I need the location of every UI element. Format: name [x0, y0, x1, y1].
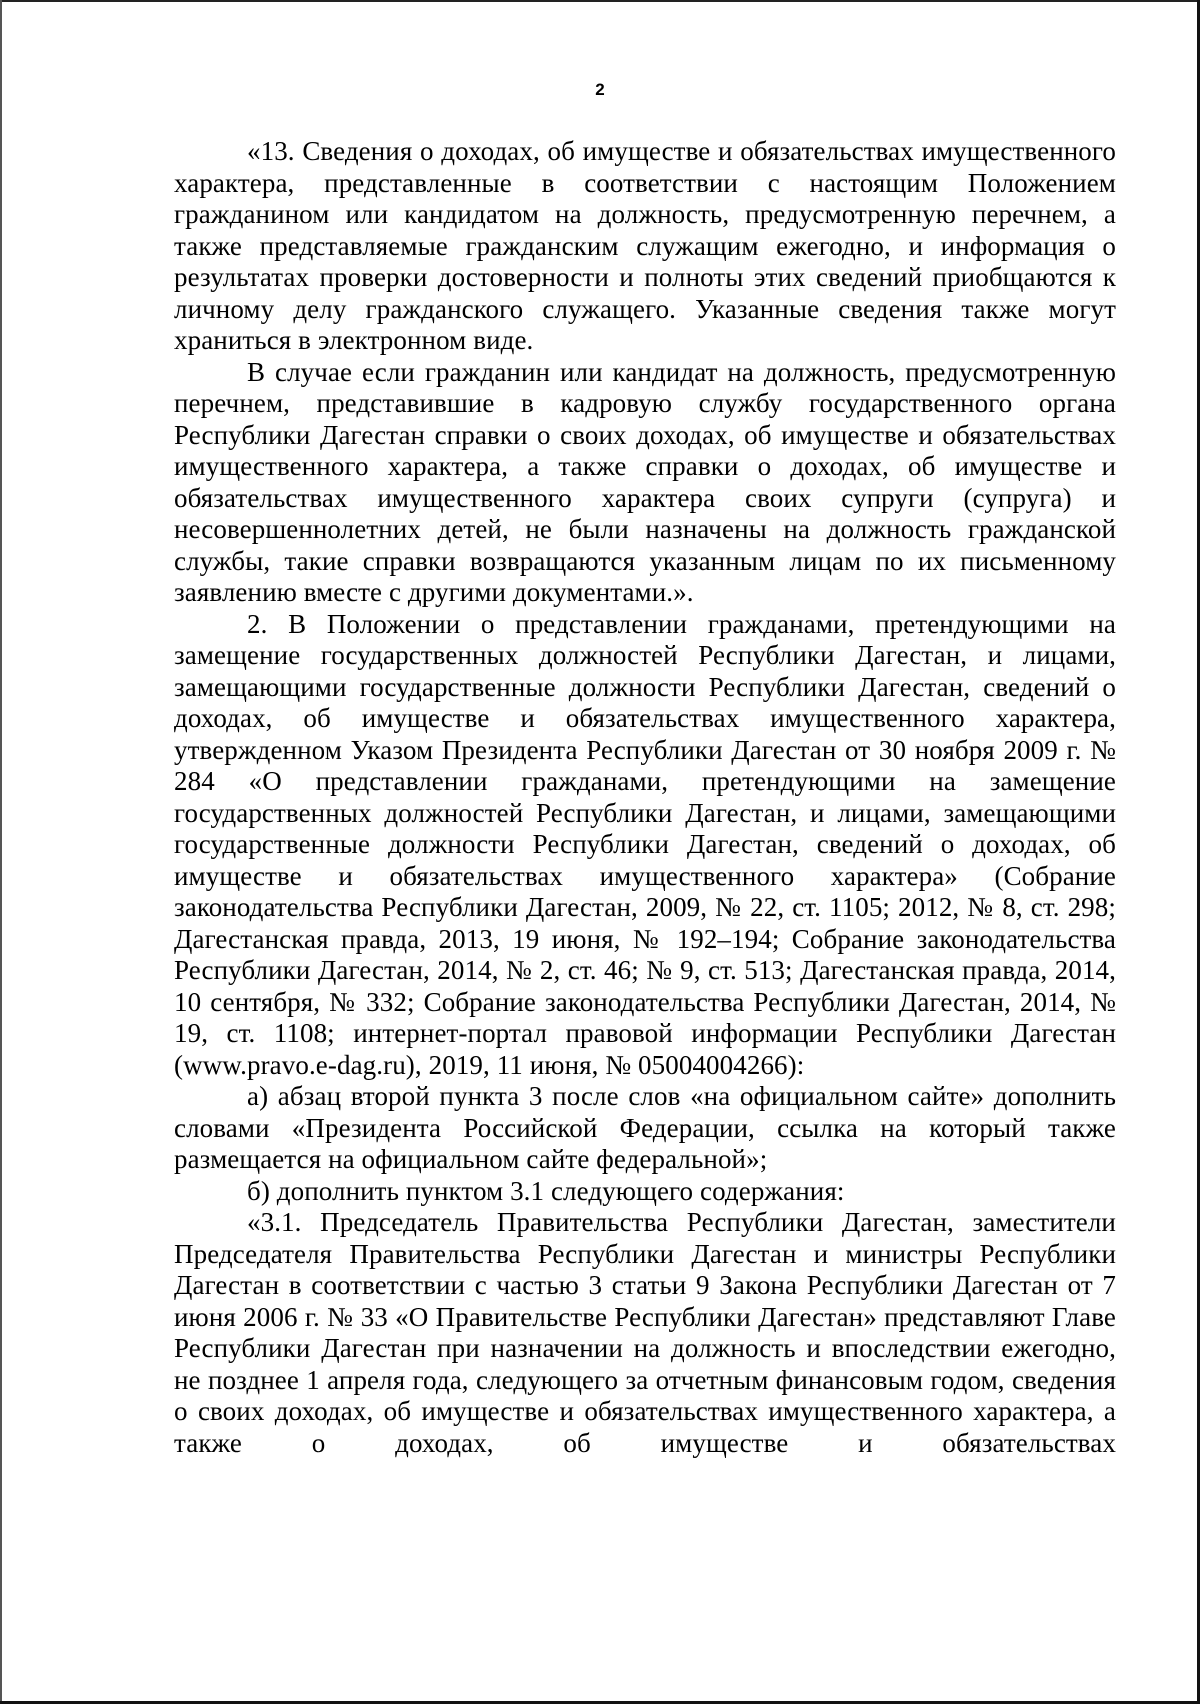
scan-border-top: [0, 0, 1200, 2]
paragraph-return-of-certificates: В случае если гражданин или кандидат на должность, предусмотренную перечнем, представившие в кадровую службу государственного органа Республики Дагестан справки о своих доходах, об имуществе и обязательствах имущественного характера, а также справки о доходах, об имуществе и обязательствах имущественного характера своих супруги (супруга) и несовершеннолетних детей, не были назначены на должность гражданской службы, такие справки возвращаются указанным лицам по их письменному заявлению вместе с другими документами.».: [174, 356, 1116, 607]
paragraph-3-1-text: «3.1. Председатель Правительства Республики Дагестан, заместители Председателя Правительства Республики Дагестан и министры Республики Дагестан в соответствии с частью 3 статьи 9 Закона Республики Дагестан от 7 июня 2006 г. № 33 «О Правительстве Республики Дагестан» представляют Главе Республики Дагестан при назначении на должность и впоследствии ежегодно, не позднее 1 апреля года, следующего за отчетным финансовым годом, сведения о своих доходах, об имуществе и обязательствах имущественного характера, а также о доходах, об имуществе и обязательствах: [174, 1207, 1116, 1458]
page-number: 2: [595, 80, 605, 99]
paragraph-b-amendment: б) дополнить пунктом 3.1 следующего содержания:: [247, 1175, 845, 1206]
scan-border-left: [0, 0, 2, 1704]
paragraph-13-amendment: «13. Сведения о доходах, об имуществе и обязательствах имущественного характера, представленные в соответствии с настоящим Положением гражданином или кандидатом на должность, предусмотренную перечнем, а также представляемые гражданским служащим ежегодно, и информация о результатах проверки достоверности и полноты этих сведений приобщаются к личному делу гражданского служащего. Указанные сведения также могут храниться в электронном виде.: [174, 136, 1116, 355]
paragraph-2-regulation: 2. В Положении о представлении гражданами, претендующими на замещение государственных должностей Республики Дагестан, и лицами, замещающими государственные должности Республики Дагестан, сведений о доходах, об имуществе и обязательствах имущественного характера, утвержденном Указом Президента Республики Дагестан от 30 ноября 2009 г. № 284 «О представлении гражданами, претендующими на замещение государственных должностей Республики Дагестан, и лицами, замещающими государственные должности Республики Дагестан, сведений о доходах, об имуществе и обязательствах имущественного характера» (Собрание законодательства Республики Дагестан, 2009, № 22, ст. 1105; 2012, № 8, ст. 298; Дагестанская правда, 2013, 19 июня, № 192–194; Собрание законодательства Республики Дагестан, 2014, № 2, ст. 46; № 9, ст. 513; Дагестанская правда, 2014, 10 сентября, № 332; Собрание законодательства Республики Дагестан, 2014, № 19, ст. 1108; интернет-портал правовой информации Республики Дагестан (www.pravo.e-dag.ru), 2019, 11 июня, № 05004004266):: [174, 608, 1116, 1080]
paragraph-a-amendment: а) абзац второй пункта 3 после слов «на официальном сайте» дополнить словами «Президента Российской Федерации, ссылка на который также размещается на официальном сайте федеральной»;: [174, 1081, 1116, 1174]
document-body: [174, 136, 1116, 1459]
